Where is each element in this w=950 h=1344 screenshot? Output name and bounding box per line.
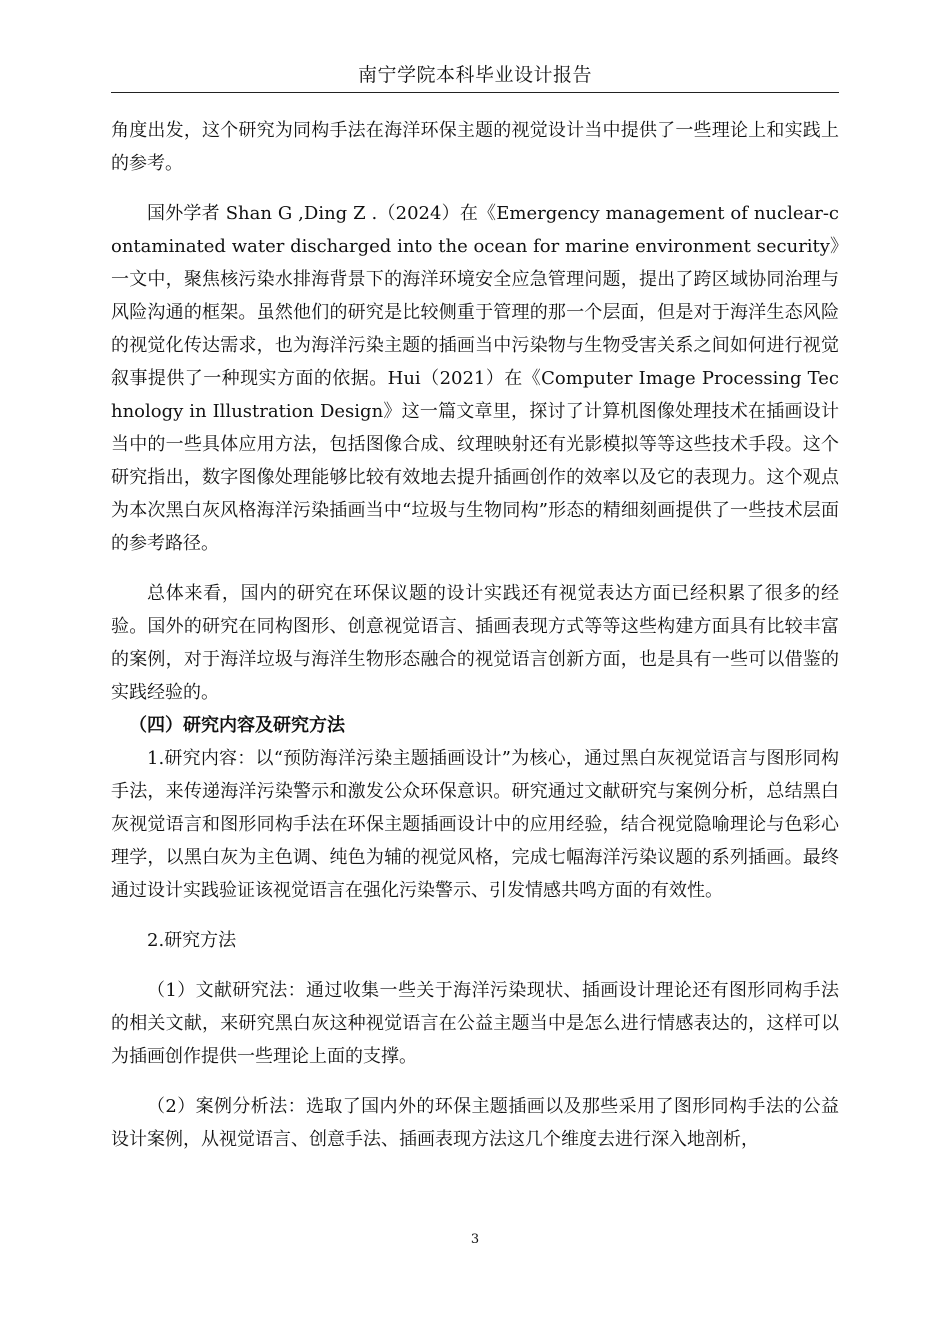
paragraph-literature-method: （1）文献研究法：通过收集一些关于海洋污染现状、插画设计理论还有图形同构手法的相关文献，来研究黑白灰这种视觉语言在公益主题当中是怎么进行情感表达的，这样可以为插画创作提供一些理论上面的支撑。 [111,980,839,1067]
section-heading: （四）研究内容及研究方法 [129,715,345,736]
paragraph-summary: 总体来看，国内的研究在环保议题的设计实践还有视觉表达方面已经积累了很多的经验。国外的研究在同构图形、创意视觉语言、插画表现方式等等这些构建方面具有比较丰富的案例，对于海洋垃圾与海洋生物形态融合的视觉语言创新方面，也是具有一些可以借鉴的实践经验的。 [111,583,839,703]
paragraph-continuation: 角度出发，这个研究为同构手法在海洋环保主题的视觉设计当中提供了一些理论上和实践上的参考。 [111,120,839,174]
page-header [111,58,839,93]
header-title: 南宁学院本科毕业设计报告 [357,64,592,86]
paragraph-case-analysis-method: （2）案例分析法：选取了国内外的环保主题插画以及那些采用了图形同构手法的公益设计案例，从视觉语言、创意手法、插画表现方法这几个维度去进行深入地剖析， [111,1096,839,1150]
paragraph-research-content: 1.研究内容：以“预防海洋污染主题插画设计”为核心，通过黑白灰视觉语言与图形同构手法，来传递海洋污染警示和激发公众环保意识。研究通过文献研究与案例分析，总结黑白灰视觉语言和图形同构手法在环保主题插画设计中的应用经验，结合视觉隐喻理论与色彩心理学，以黑白灰为主色调、纯色为辅的视觉风格，完成七幅海洋污染议题的系列插画。最终通过设计实践验证该视觉语言在强化污染警示、引发情感共鸣方面的有效性。 [111,748,839,901]
paragraph-foreign-research: 国外学者 Shan G ,Ding Z .（2024）在《Emergency management of nuclear-contaminated water discharged into the ocean for marine environment security》一文中，聚焦核污染水排海背景下的海洋环境安全应急管理问题，提出了跨区域协同治理与风险沟通的框架。虽然他们的研究是比较侧重于管理的那一个层面，但是对于海洋生态风险的视觉化传达需求，也为海洋污染主题的插画当中污染物与生物受害关系之间如何进行视觉叙事提供了一种现实方面的依据。Hui（2021）在《Computer Image Processing Technology in Illustration Design》这一篇文章里，探讨了计算机图像处理技术在插画设计当中的一些具体应用方法，包括图像合成、纹理映射还有光影模拟等等这些技术手段。这个研究指出，数字图像处理能够比较有效地去提升插画创作的效率以及它的表现力。这个观点为本次黑白灰风格海洋污染插画当中“垃圾与生物同构”形态的精细刻画提供了一些技术层面的参考路径。 [111,203,839,554]
document-body [111,114,839,1156]
paragraph-research-methods-title: 2.研究方法 [147,930,237,951]
page-number: 3 [470,1232,480,1247]
